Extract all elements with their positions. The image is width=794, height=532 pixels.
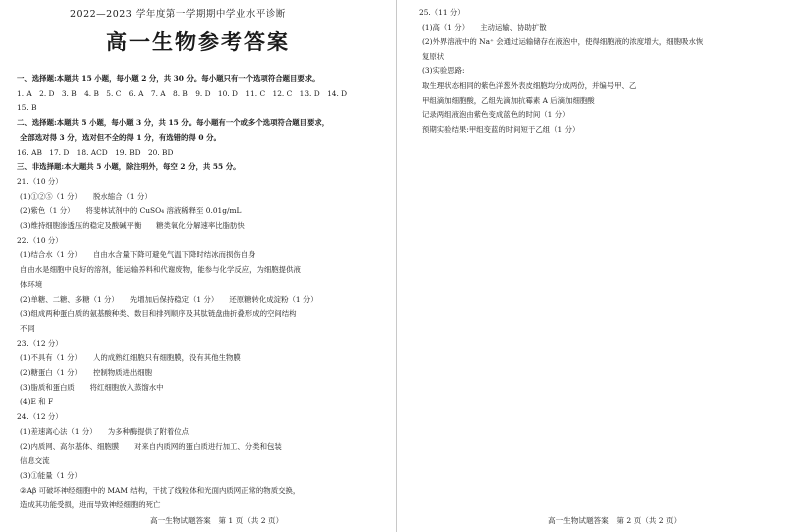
answer-line: (1)不具有（1 分） 人的成熟红细胞只有细胞膜，没有其他生物膜 bbox=[20, 353, 241, 363]
answer-line: ②Aβ 可破坏神经细胞中的 MAM 结构，干扰了线粒体和光面内质网正常的物质交换， bbox=[20, 485, 301, 495]
answer-line: 24.（12 分） bbox=[17, 412, 63, 422]
answer-line: 1. A 2. D 3. B 4. B 5. C 6. A 7. A 8. B 9. D 10. D 11. C 12. C 13. D 14. D bbox=[17, 88, 348, 98]
answer-line: 甲组滴加细胞酸，乙组先滴加抗霉素 A 后滴加细胞酸 bbox=[422, 95, 595, 105]
answer-line: (1)高（1 分） 主动运输、协助扩散 bbox=[422, 22, 547, 32]
answer-line: 造成其功能受损，进而导致神经细胞的死亡 bbox=[20, 500, 161, 510]
answer-line: 15. B bbox=[17, 103, 37, 113]
answer-line: 取生理状态相同的紫色洋葱外表皮细胞均分成两份，并编号甲、乙 bbox=[422, 81, 637, 90]
page-footer-2: 高一生物试题答案 第 2 页（共 2 页） bbox=[548, 516, 682, 525]
answer-line: (2)单糖、二糖、多糖（1 分） 先增加后保持稳定（1 分） 还原糖转化成淀粉（1 分） bbox=[20, 294, 318, 304]
answer-page-1 bbox=[0, 0, 396, 532]
answer-line: (2)外界溶液中的 Na⁺ 会通过运输储存在液泡中，使得细胞液的浓度增大，细胞吸水恢 bbox=[422, 37, 704, 47]
answer-line: (3)组成两种蛋白质的氨基酸种类、数目和排列顺序及其肽链盘曲折叠形成的空间结构 bbox=[20, 309, 297, 319]
page-title: 高一生物参考答案 bbox=[106, 29, 290, 54]
answer-line: 复原状 bbox=[422, 51, 445, 61]
answer-page-2 bbox=[398, 0, 794, 532]
page-divider bbox=[396, 0, 397, 532]
answer-line: (3)维持细胞渗透压的稳定及酸碱平衡 糖类氧化分解速率比脂肪快 bbox=[20, 221, 245, 230]
answer-line: 二、选择题:本题共 5 小题，每小题 3 分，共 15 分。每小题有一个或多个选项符合题目要求， bbox=[17, 118, 330, 128]
answer-line: 体环境 bbox=[20, 279, 43, 289]
answer-line: 三、非选择题:本大题共 5 小题，除注明外，每空 2 分，共 55 分。 bbox=[17, 162, 241, 172]
answer-line: 信息交流 bbox=[20, 456, 50, 466]
answer-line: (2)紫色（1 分） 将斐林试剂中的 CuSO₄ 溶液稀释至 0.01g/mL bbox=[20, 206, 242, 216]
answer-line: (1)差速离心法（1 分） 为多种酶提供了附着位点 bbox=[20, 426, 190, 436]
answer-line: 21.（10 分） bbox=[17, 176, 63, 186]
answer-line: (4)E 和 F bbox=[20, 397, 54, 407]
answer-line: 25.（11 分） bbox=[419, 8, 465, 17]
answer-line: (2)糖蛋白（1 分） 控制物质进出细胞 bbox=[20, 368, 153, 377]
answer-line: (2)内质网、高尔基体、细胞膜 对来自内质网的蛋白质进行加工、分类和包装 bbox=[20, 441, 282, 451]
answer-line: 记录两组液泡由紫色变成蓝色的时间（1 分） bbox=[422, 110, 570, 120]
answer-line: (1)结合水（1 分） 自由水含量下降可避免气温下降时结冰而损伤自身 bbox=[20, 250, 256, 260]
answer-line: 一、选择题:本题共 15 小题，每小题 2 分，共 30 分。每小题只有一个选项符合题目要求。 bbox=[17, 74, 320, 83]
answer-line: 全部选对得 3 分，选对但不全的得 1 分，有选错的得 0 分。 bbox=[20, 132, 221, 142]
answer-line: 16. AB 17. D 18. ACD 19. BD 20. BD bbox=[17, 147, 174, 157]
page-footer-1: 高一生物试题答案 第 1 页（共 2 页） bbox=[150, 516, 284, 525]
exam-header: 2022—2023 学年度第一学期期中学业水平诊断 bbox=[70, 9, 286, 20]
answer-line: (3)实验思路: bbox=[422, 66, 465, 76]
answer-line: 不同 bbox=[20, 323, 35, 333]
answer-line: 23.（12 分） bbox=[17, 338, 63, 348]
answer-line: 22.（10 分） bbox=[17, 235, 63, 245]
answer-line: 预期实验结果:甲组变蓝的时间短于乙组（1 分） bbox=[422, 124, 580, 134]
answer-line: 自由水是细胞中良好的溶剂，能运输养料和代谢废物，能参与化学反应，为细胞提供液 bbox=[20, 265, 301, 275]
answer-line: (1)①②⑤（1 分） 脱水缩合（1 分） bbox=[20, 191, 152, 201]
answer-line: (3)脂质和蛋白质 将红细胞放入蒸馏水中 bbox=[20, 382, 164, 392]
answer-line: (3)①能量（1 分） bbox=[20, 470, 82, 480]
